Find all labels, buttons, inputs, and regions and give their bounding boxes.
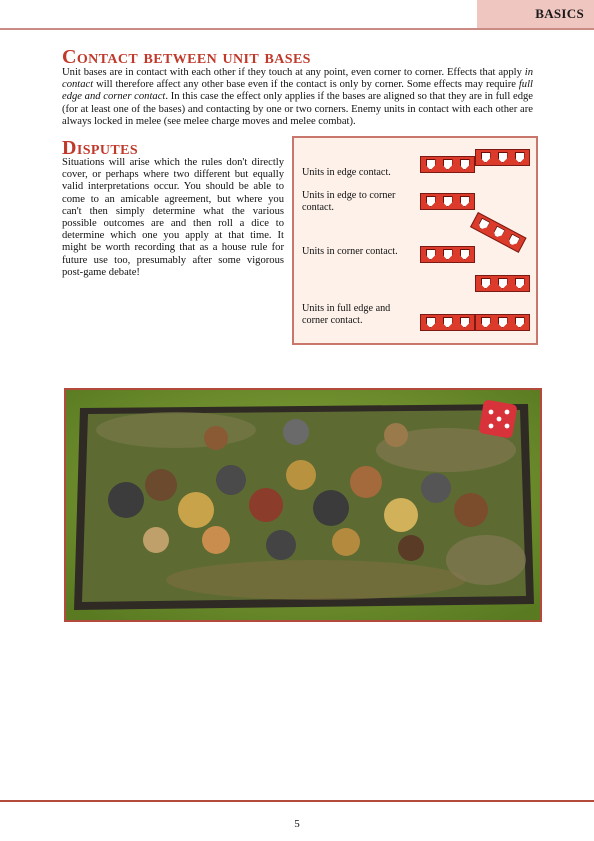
unit-base [475, 314, 530, 331]
unit-base [470, 212, 527, 253]
section-tab [477, 0, 594, 28]
unit-base [420, 314, 475, 331]
page-number: 5 [294, 818, 300, 830]
header-rule [0, 28, 594, 30]
contact-paragraph [62, 67, 533, 128]
figure-icon [426, 196, 436, 207]
figure-icon [443, 196, 453, 207]
figure-icon [460, 196, 470, 207]
figure-icon [443, 317, 453, 328]
label-corner-contact: Units in corner contact. [302, 246, 398, 257]
label-edge-contact: Units in edge contact. [302, 167, 391, 178]
figure-icon [426, 159, 436, 170]
label-edge-corner-contact: Units in edge to corner contact. [302, 190, 396, 213]
figure-icon [515, 317, 525, 328]
figure-icon [481, 317, 491, 328]
figure-icon [498, 317, 508, 328]
figure-icon [515, 152, 525, 163]
figure-icon [481, 278, 491, 289]
contact-emphasis-2: full edge and corner contact [62, 79, 533, 103]
figure-icon [476, 217, 490, 231]
contact-text-3: . In this case the effect only applies if the bases are aligned so that they are in full edge (for at least one of the bases) and contacting by one or two corners. Enemy units in contact with each other are always locked in melee (see melee charge moves and melee combat). [62, 91, 533, 127]
figure-icon [460, 159, 470, 170]
footer-rule [0, 800, 594, 802]
unit-base [475, 149, 530, 166]
figure-icon [498, 278, 508, 289]
figure-icon [491, 225, 505, 239]
contact-text-2: will therefore affect any other base even if the contact is only by corner. Some effects may require [93, 79, 519, 91]
section-tab-label: BASICS [535, 6, 584, 21]
unit-base [420, 246, 475, 263]
figure-icon [443, 249, 453, 260]
figure-icon [426, 317, 436, 328]
figure-icon [443, 159, 453, 170]
figure-icon [426, 249, 436, 260]
label-full-edge-corner-contact: Units in full edge and corner contact. [302, 303, 391, 326]
figure-icon [498, 152, 508, 163]
miniatures-photo-art [66, 390, 540, 620]
figure-icon [481, 152, 491, 163]
unit-base [420, 193, 475, 210]
miniatures-photo [64, 388, 542, 622]
contact-emphasis-1: in contact [62, 67, 533, 91]
contact-heading: Contact between unit bases [62, 46, 311, 68]
dice-icon [478, 399, 517, 438]
unit-base [475, 275, 530, 292]
unit-base [420, 156, 475, 173]
disputes-paragraph: Situations will arise which the rules don't directly cover, or perhaps where two different but equally valid interpretations occur. You should be able to come to an amicable agreement, but where you can't then simply determine what the various possible outcomes are and then roll a dice to determine which one you apply at that time. It might be worth recording that as a house rule for future use too, presumably after some vigorous post-game debate! [62, 157, 284, 278]
figure-icon [460, 317, 470, 328]
figure-icon [515, 278, 525, 289]
figure-icon [506, 233, 520, 247]
figure-icon [460, 249, 470, 260]
contact-text-1: Unit bases are in contact with each other if they touch at any point, even corner to corner. Effects that apply [62, 67, 525, 78]
disputes-heading: Disputes [62, 137, 139, 159]
contact-diagram [292, 136, 538, 345]
